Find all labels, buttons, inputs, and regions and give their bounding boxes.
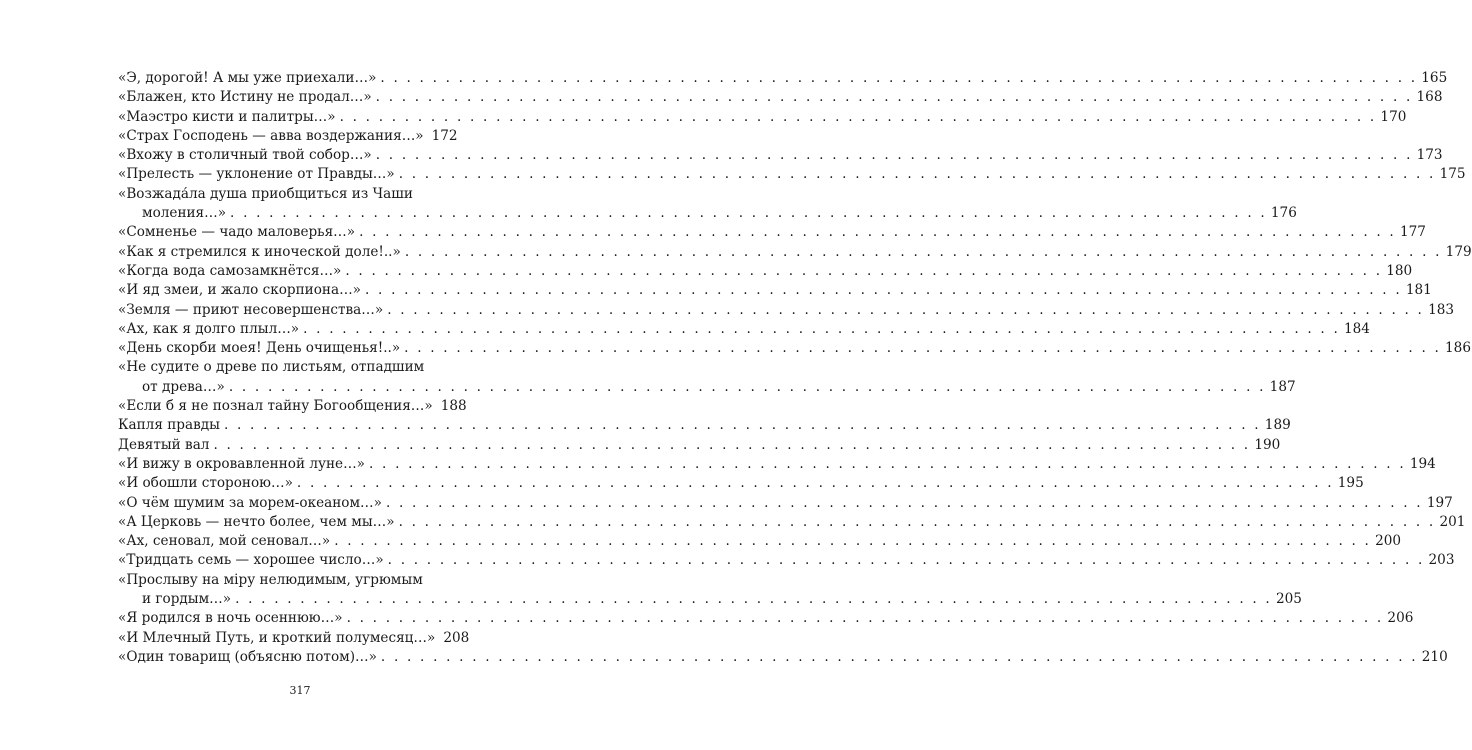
table-of-contents [118, 69, 1472, 667]
toc-entry [118, 397, 467, 416]
toc-entry-title: «Вхожу в столичный твой собор…» [118, 147, 372, 164]
toc-entry-title: «Один товарищ (объясню потом)…» [118, 648, 377, 665]
toc-entry-title: «Когда вода самозамкнётся…» [118, 262, 342, 279]
toc-entry [118, 281, 1432, 300]
leader-dots: . . . . . . . . . . . . . . . . . . . . . . . . . . . . . . . . . . . . . . . . . . . . . . . . . . . . . . . . . . . . . . . . . . . . . . . . . . . . . . . . [345, 262, 1383, 279]
toc-entry [118, 378, 1296, 397]
toc-entry [118, 494, 1453, 513]
toc-entry [118, 416, 1291, 435]
toc-entry-title: «Прелесть — уклонение от Правды…» [118, 166, 395, 183]
toc-page-number: 195 [1337, 475, 1364, 492]
toc-page-number: 183 [1428, 301, 1455, 318]
toc-entry-title: «Если б я не познал тайну Богообщения…» [118, 398, 433, 415]
toc-entry [118, 436, 1281, 455]
toc-entry [118, 609, 1414, 628]
toc-entry-title: «Э, дорогой! А мы уже приехали…» [118, 70, 377, 86]
toc-entry-title: «Как я стремился к иноческой доле!..» [118, 243, 401, 260]
toc-page-number: 184 [1343, 320, 1370, 337]
toc-entry [118, 320, 1370, 339]
toc-entry-title: «А Церковь — нечто более, чем мы…» [118, 513, 395, 530]
leader-dots: . . . . . . . . . . . . . . . . . . . . . . . . . . . . . . . . . . . . . . . . . . . . . . . . . . . . . . . . . . . . . . . . . . . . . . . . . . . . . . . . [365, 282, 1402, 299]
toc-entry [118, 455, 1436, 474]
toc-entry [118, 88, 1443, 107]
toc-entry [118, 551, 1455, 570]
leader-dots: . . . . . . . . . . . . . . . . . . . . . . . . . . . . . . . . . . . . . . . . . . . . . . . . . . . . . . . . . . . . . . . . . . . . . . . . . . . . . . . . [398, 513, 1436, 530]
toc-entry-title: Девятый вал [118, 436, 210, 453]
toc-entry-title: «Сомненье — чадо маловерья…» [118, 224, 356, 241]
leader-dots: . . . . . . . . . . . . . . . . . . . . . . . . . . . . . . . . . . . . . . . . . . . . . . . . . . . . . . . . . . . . . . . . . . . . . . . . . . . . . . . . [303, 320, 1340, 337]
leader-dots: . . . . . . . . . . . . . . . . . . . . . . . . . . . . . . . . . . . . . . . . . . . . . . . . . . . . . . . . . . . . . . . . . . . . . . . . . . . . . . . . [228, 378, 1266, 395]
toc-page-number: 205 [1275, 591, 1302, 608]
toc-entry-title: «И Млечный Путь, и кроткий полумесяц…» [118, 629, 436, 646]
toc-page-number: 190 [1254, 436, 1281, 453]
toc-page-number: 189 [1264, 417, 1291, 434]
leader-dots: . . . . . . . . . . . . . . . . . . . . . . . . . . . . . . . . . . . . . . . . . . . . . . . . . . . . . . . . . . . . . . . . . . . . . . . . . . . . . . . . [375, 89, 1413, 106]
toc-entry [118, 629, 470, 648]
toc-page-number: 175 [1439, 166, 1466, 183]
toc-page-number: 201 [1439, 513, 1466, 530]
leader-dots: . . . . . . . . . . . . . . . . . . . . . . . . . . . . . . . . . . . . . . . . . . . . . . . . . . . . . . . . . . . . . . . . . . . . . . . . . . . . . . . . [346, 610, 1384, 627]
toc-entry-title-line: «Не судите о древе по листьям, отпадшим [118, 359, 425, 376]
toc-entry-title: Капля правды [118, 417, 220, 434]
toc-page-number: 177 [1399, 224, 1426, 241]
toc-entry [118, 339, 1471, 358]
toc-entry [118, 146, 1443, 165]
toc-entry [118, 474, 1364, 493]
toc-entry [118, 590, 1302, 609]
toc-page-number: 180 [1386, 262, 1413, 279]
toc-page-number: 176 [1270, 205, 1297, 222]
toc-entry [118, 204, 1297, 223]
leader-dots: . . . . . . . . . . . . . . . . . . . . . . . . . . . . . . . . . . . . . . . . . . . . . . . . . . . . . . . . . . . . . . . . . . . . . . . . . . . . . . . . [375, 147, 1413, 164]
page-number: 317 [289, 684, 311, 697]
leader-dots: . . . . . . . . . . . . . . . . . . . . . . . . . . . . . . . . . . . . . . . . . . . . . . . . . . . . . . . . . . . . . . . . . . . . . . . . . . . . . . . . [223, 417, 1261, 434]
toc-entry-title: «Я родился в ночь осеннюю…» [118, 610, 343, 627]
toc-entry-title: «И вижу в окровавленной луне…» [118, 455, 365, 472]
toc-entry-title: «Тридцать семь — хорошее число…» [118, 552, 384, 569]
leader-dots: . . . . . . . . . . . . . . . . . . . . . . . . . . . . . . . . . . . . . . . . . . . . . . . . . . . . . . . . . . . . . . . . . . . . . . . . . . . . . . . . [380, 70, 1418, 86]
toc-page-number: 194 [1409, 455, 1436, 472]
toc-page-number: 188 [440, 398, 467, 415]
leader-dots: . . . . . . . . . . . . . . . . . . . . . . . . . . . . . . . . . . . . . . . . . . . . . . . . . . . . . . . . . . . . . . . . . . . . . . . . . . . . . . . . [230, 205, 1267, 222]
toc-entry [118, 513, 1466, 532]
toc-entry [118, 127, 458, 146]
leader-dots: . . . . . . . . . . . . . . . . . . . . . . . . . . . . . . . . . . . . . . . . . . . . . . . . . . . . . . . . . . . . . . . . . . . . . . . . . . . . . . . . [404, 340, 1442, 357]
toc-page-number: 170 [1380, 108, 1407, 125]
toc-page-number: 186 [1445, 340, 1471, 357]
toc-entry-title: «И обошли стороною…» [118, 475, 293, 492]
toc-entry-title: моления…» [142, 205, 227, 222]
toc-entry-title: «Ах, сеновал, мой сеновал…» [118, 533, 331, 550]
toc-entry [118, 262, 1413, 281]
toc-entry-title: и гордым…» [142, 591, 232, 608]
toc-page-number: 210 [1421, 648, 1448, 665]
toc-page-number: 173 [1416, 147, 1443, 164]
leader-dots: . . . . . . . . . . . . . . . . . . . . . . . . . . . . . . . . . . . . . . . . . . . . . . . . . . . . . . . . . . . . . . . . . . . . . . . . . . . . . . . . [404, 243, 1442, 260]
leader-dots: . . . . . . . . . . . . . . . . . . . . . . . . . . . . . . . . . . . . . . . . . . . . . . . . . . . . . . . . . . . . . . . . . . . . . . . . . . . . . . . . [359, 224, 1396, 241]
toc-entry [118, 165, 1466, 184]
toc-page-number: 187 [1269, 378, 1296, 395]
toc-entry [118, 243, 1472, 262]
leader-dots: . . . . . . . . . . . . . . . . . . . . . . . . . . . . . . . . . . . . . . . . . . . . . . . . . . . . . . . . . . . . . . . . . . . . . . . . . . . . . . . . [380, 648, 1418, 665]
leader-dots: . . . . . . . . . . . . . . . . . . . . . . . . . . . . . . . . . . . . . . . . . . . . . . . . . . . . . . . . . . . . . . . . . . . . . . . . . . . . . . . . [398, 166, 1436, 183]
toc-page-number: 197 [1426, 494, 1453, 511]
toc-page-number: 200 [1375, 533, 1402, 550]
leader-dots: . . . . . . . . . . . . . . . . . . . . . . . . . . . . . . . . . . . . . . . . . . . . . . . . . . . . . . . . . . . . . . . . . . . . . . . . . . . . . . . . [369, 455, 1406, 472]
toc-entry-title: от древа…» [142, 378, 225, 395]
toc-entry-title: «Блажен, кто Истину не продал…» [118, 89, 372, 106]
toc-page-number: 181 [1405, 282, 1432, 299]
toc-entry [118, 532, 1402, 551]
toc-entry-title: «Маэстро кисти и палитры…» [118, 108, 336, 125]
leader-dots: . . . . . . . . . . . . . . . . . . . . . . . . . . . . . . . . . . . . . . . . . . . . . . . . . . . . . . . . . . . . . . . . . . . . . . . . . . . . . . . . [385, 494, 1423, 511]
toc-page-number: 206 [1387, 610, 1414, 627]
toc-entry-title: «Земля — приют несовершенства…» [118, 301, 384, 318]
leader-dots: . . . . . . . . . . . . . . . . . . . . . . . . . . . . . . . . . . . . . . . . . . . . . . . . . . . . . . . . . . . . . . . . . . . . . . . . . . . . . . . . [296, 475, 1334, 492]
toc-entry-title: «День скорби моея! День очищенья!..» [118, 340, 401, 357]
leader-dots: . . . . . . . . . . . . . . . . . . . . . . . . . . . . . . . . . . . . . . . . . . . . . . . . . . . . . . . . . . . . . . . . . . . . . . . . . . . . . . . . [334, 533, 1372, 550]
toc-entry-title: «О чём шумим за морем-океаном…» [118, 494, 382, 511]
toc-entry-title: «Страх Господень — авва воздержания…» [118, 127, 424, 144]
leader-dots: . . . . . . . . . . . . . . . . . . . . . . . . . . . . . . . . . . . . . . . . . . . . . . . . . . . . . . . . . . . . . . . . . . . . . . . . . . . . . . . . [213, 436, 1251, 453]
toc-page-number: 172 [431, 127, 458, 144]
leader-dots: . . . . . . . . . . . . . . . . . . . . . . . . . . . . . . . . . . . . . . . . . . . . . . . . . . . . . . . . . . . . . . . . . . . . . . . . . . . . . . . . [387, 552, 1425, 569]
leader-dots: . . . . . . . . . . . . . . . . . . . . . . . . . . . . . . . . . . . . . . . . . . . . . . . . . . . . . . . . . . . . . . . . . . . . . . . . . . . . . . . . [235, 591, 1272, 608]
toc-entry-title: «И яд змеи, и жало скорпиона…» [118, 282, 362, 299]
toc-page-number: 208 [443, 629, 470, 646]
toc-page-number: 203 [1428, 552, 1455, 569]
toc-entry [118, 223, 1426, 242]
toc-entry-title-line: «Прослыву на міру нелюдимым, угрюмым [118, 571, 423, 588]
toc-entry [118, 301, 1455, 320]
toc-page-number: 168 [1416, 89, 1443, 106]
leader-dots: . . . . . . . . . . . . . . . . . . . . . . . . . . . . . . . . . . . . . . . . . . . . . . . . . . . . . . . . . . . . . . . . . . . . . . . . . . . . . . . . [387, 301, 1425, 318]
toc-entry-title-line: «Возжада́ла душа приобщиться из Чаши [118, 185, 413, 202]
toc-entry-title: «Ах, как я долго плыл…» [118, 320, 300, 337]
toc-entry [118, 648, 1448, 667]
toc-entry [118, 108, 1407, 127]
toc-page-number: 179 [1445, 243, 1472, 260]
toc-page-number: 165 [1421, 70, 1448, 86]
toc-entry [118, 69, 1448, 88]
leader-dots: . . . . . . . . . . . . . . . . . . . . . . . . . . . . . . . . . . . . . . . . . . . . . . . . . . . . . . . . . . . . . . . . . . . . . . . . . . . . . . . . [339, 108, 1377, 125]
